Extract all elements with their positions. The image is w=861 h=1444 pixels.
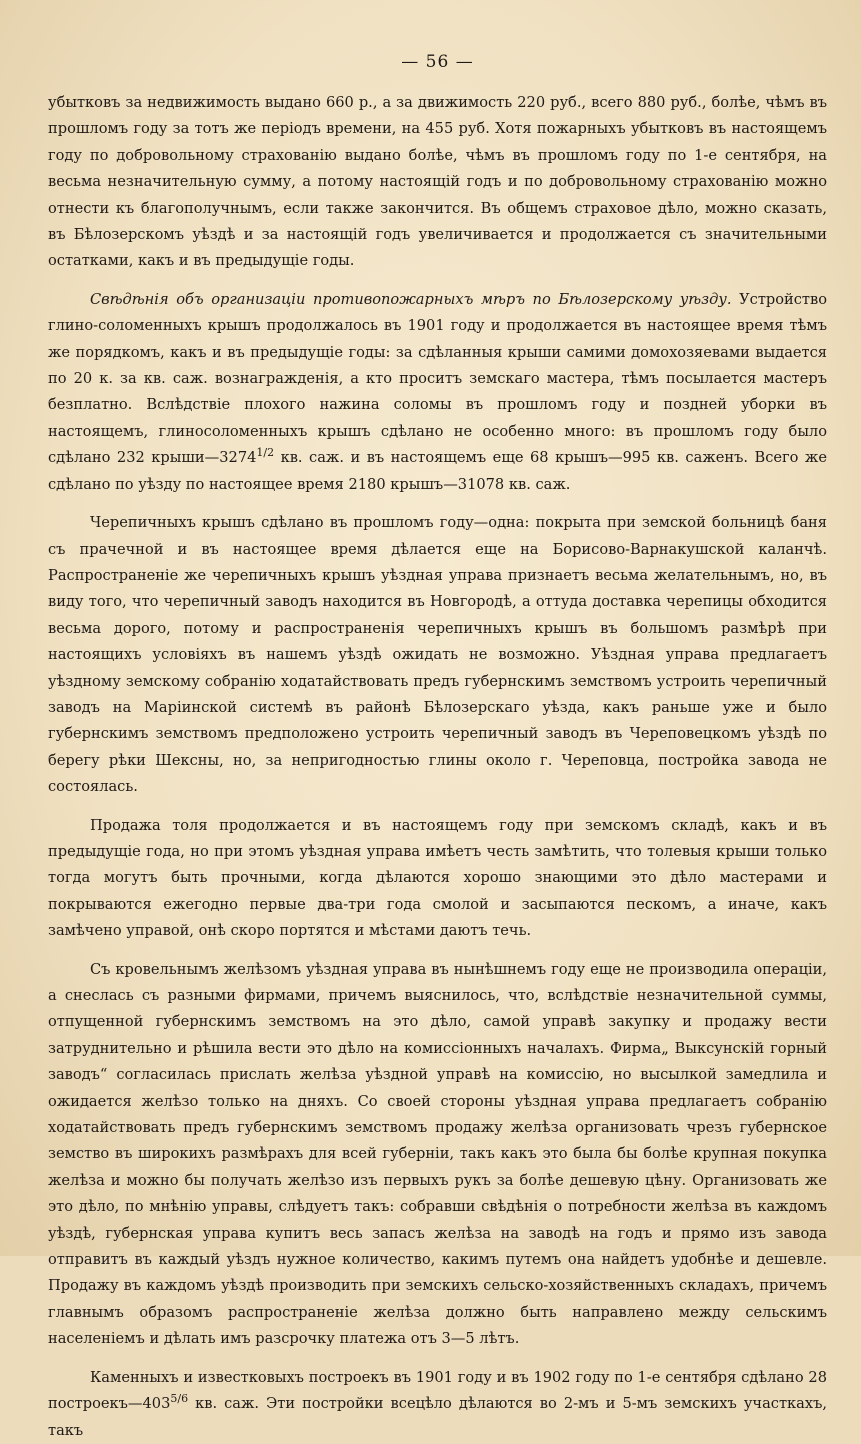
paragraph-stone-buildings-text-end: кв. саж. Эти постройки всецѣло дѣлаются во 2-мъ и 5-мъ земскихъ участкахъ, такъ [48,1395,827,1439]
paragraph-stone-buildings-text: Каменныхъ и известковыхъ построекъ въ 1901 году и въ 1902 году по 1-е сентября сдѣлано 28 построекъ—403 [48,1368,827,1413]
paragraph-insurance-losses: убытковъ за недвижимость выдано 660 р., а за движимость 220 руб., всего 880 руб., болѣе, чѣмъ въ прошломъ году за тотъ же періодъ времени, на 455 руб. Хотя пожарныхъ убытковъ въ настоящемъ году по добровольному страхованію выдано болѣе, чѣмъ въ прошломъ году по 1-е сентября, на весьма незначительную сумму, а потому настоящій годъ и по добровольному страхованію можно отнести къ благополучнымъ, если также закончится. Въ общемъ страховое дѣло, можно сказать, въ Бѣлозерскомъ уѣздѣ и за настоящій годъ увеличивается и продолжается съ значительными остатками, какъ и въ предыдущіе годы. [48,94,827,270]
paragraph-roofing-iron: Съ кровельнымъ желѣзомъ уѣздная управа въ нынѣшнемъ году еще не производила операціи, а снеслась съ разными фирмами, причемъ выяснилось, что, вслѣдствіе незначительной суммы, отпущенной губернскимъ земствомъ на это дѣло, самой управѣ закупку и продажу вести затруднительно и рѣшила вести это дѣло на комиссіонныхъ началахъ. Фирма„ Выксунскій горный заводъ“ согласилась прислать желѣза уѣздной управѣ на комиссію, но высылкой замедлила и ожидается желѣзо только на дняхъ. Со своей стороны уѣздная управа предлагаетъ собранію ходатайствовать предъ губернскимъ земствомъ продажу желѣза организовать чрезъ губернское земство въ широкихъ размѣрахъ для всей губерніи, такъ какъ это была бы болѣе крупная покупка желѣза и можно бы получать желѣзо изъ первыхъ рукъ за болѣе дешевую цѣну. Организовать же это дѣло, по мнѣнію управы, слѣдуетъ такъ: собравши свѣдѣнія о потребности желѣза въ каждомъ уѣздѣ, губернская управа купитъ весь запасъ желѣза на заводѣ на годъ и прямо изъ завода отправитъ въ каждый уѣздъ нужное количество, какимъ путемъ она найдетъ удобнѣе и дешевле. Продажу въ каждомъ уѣздѣ производить при земскихъ сельско-хозяйственныхъ складахъ, причемъ главнымъ образомъ распространеніе желѣза должно быть направлено между сельскимъ населеніемъ и дѣлать имъ разсрочку платежа отъ 3—5 лѣтъ. [48,960,827,1348]
paragraph-fire-prevention-text-end: кв. саж. и въ настоящемъ еще 68 крышъ—995 кв. саженъ. Всего же сдѣлано по уѣзду по настоящее время 2180 крышъ—31078 кв. саж. [48,449,827,493]
fraction-five-sixths: 5/6 [170,1392,189,1406]
fraction-half: 1/2 [256,446,275,460]
page-number: — 56 — [401,52,474,72]
paragraph-roofing-felt: Продажа толя продолжается и въ настоящемъ году при земскомъ складѣ, какъ и въ предыдущіе года, но при этомъ уѣздная управа имѣетъ честь замѣтить, что толевыя крыши только тогда могутъ быть прочными, когда дѣлаются хорошо знающими это дѣло мастерами и покрываются ежегодно первые два-три года смолой и засыпаются пескомъ, а иначе, какъ замѣчено управой, онѣ скоро портятся и мѣстами даютъ течь. [48,816,827,940]
paragraph-fire-prevention [48,287,827,498]
paragraph-tile-roofs: Черепичныхъ крышъ сдѣлано въ прошломъ году—одна: покрыта при земской больницѣ баня съ прачечной и въ настоящее время дѣлается еще на Борисово-Варнакушской каланчѣ. Распространеніе же черепичныхъ крышъ уѣздная управа признаетъ весьма желательнымъ, но, въ виду того, что черепичный заводъ находится въ Новгородѣ, а оттуда доставка черепицы обходится весьма дорого, потому и распространенія черепичныхъ крышъ въ большомъ размѣрѣ при настоящихъ условіяхъ въ нашемъ уѣздѣ ожидать не возможно. Уѣздная управа предлагаетъ уѣздному земскому собранію ходатайствовать предъ губернскимъ земствомъ устроить черепичный заводъ на Маріинской системѣ въ районѣ Бѣлозерскаго уѣзда, какъ раньше уже и было губернскимъ земствомъ предположено устроить черепичный заводъ въ Череповецкомъ уѣздѣ по берегу рѣки Шексны, но, за непригодностью глины около г. Череповца, постройка завода не состоялась. [48,514,827,796]
paragraph-fire-prevention-text: Устройство глино-соломенныхъ крышъ продолжалось въ 1901 году и продолжается въ настоящее время тѣмъ же порядкомъ, какъ и въ предыдущіе годы: за сдѣланныя крыши самими домохозяевами выдается по 20 к. за кв. саж. вознагражденія, а кто проситъ земскаго мастера, тѣмъ посылается мастеръ безплатно. Вслѣдствіе плохого нажина соломы въ прошломъ году и поздней уборки въ настоящемъ, глиносоломенныхъ крышъ сдѣлано не особенно много: въ прошломъ году было сдѣлано 232 крыши—3274 [48,290,827,467]
paragraph-stone-buildings [48,1365,827,1444]
section-heading-fire-prevention: Свѣдѣнія объ организаціи противопожарныхъ мѣръ по Бѣлозерскому уѣзду. [90,290,732,308]
